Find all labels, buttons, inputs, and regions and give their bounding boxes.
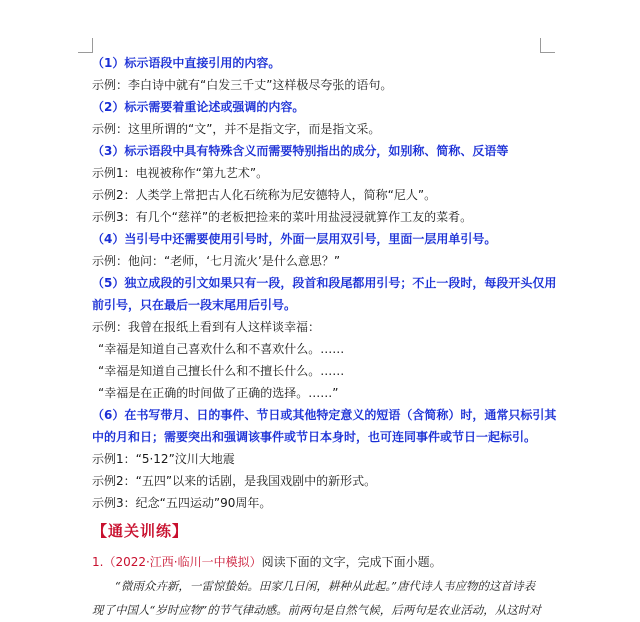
margin-mark-top-right	[540, 38, 555, 53]
example-3-3: 示例3：有几个“慈祥”的老板把捡来的菜叶用盐浸浸就算作工友的菜肴。	[92, 210, 473, 224]
rule-5-line-1: （5）独立成段的引文如果只有一段，段首和段尾都用引号；不止一段时，每段开头仅用	[92, 276, 557, 290]
example-1: 示例：李白诗中就有“白发三千丈”这样极尽夸张的语句。	[92, 78, 393, 92]
example-5: 示例：我曾在报纸上看到有人这样谈幸福：	[92, 320, 321, 334]
rule-4: （4）当引号中还需要使用引号时，外面一层用双引号，里面一层用单引号。	[92, 232, 497, 246]
document-body	[92, 52, 557, 622]
passage-line-1: “微雨众卉新，一雷惊蛰始。田家几日闲，耕种从此起。”唐代诗人韦应物的这首诗表	[115, 579, 536, 593]
example-2: 示例：这里所谓的“文”，并不是指文字，而是指文采。	[92, 122, 381, 136]
rule-6-line-2: 中的月和日；需要突出和强调该事件或节日本身时，也可连同事件或节日一起标引。	[92, 430, 537, 444]
question-instruction: 阅读下面的文字，完成下面小题。	[261, 555, 442, 569]
example-4: 示例：他问：“老师，‘七月流火’是什么意思？”	[92, 254, 341, 268]
rule-2: （2）标示需要着重论述或强调的内容。	[92, 100, 305, 114]
example-5-quote-3: “幸福是在正确的时间做了正确的选择。……”	[98, 386, 339, 400]
section-title: 【通关训练】	[92, 522, 189, 540]
passage-line-2: 现了中国人“岁时应物”的节气律动感。前两句是自然气候，后两句是农业活动，从这时对	[92, 603, 541, 617]
example-6-1: 示例1：“5·12”汶川大地震	[92, 452, 235, 466]
rule-3: （3）标示语段中具有特殊含义而需要特别指出的成分，如别称、简称、反语等	[92, 144, 509, 158]
example-5-quote-1: “幸福是知道自己喜欢什么和不喜欢什么。……	[98, 342, 345, 356]
question-source: （2022·江西·临川一中模拟）	[103, 555, 262, 569]
question-number: 1.	[92, 555, 104, 569]
example-5-quote-2: “幸福是知道自己擅长什么和不擅长什么。……	[98, 364, 345, 378]
rule-6-line-1: （6）在书写带月、日的事件、节日或其他特定意义的短语（含简称）时，通常只标引其	[92, 408, 557, 422]
example-3-2: 示例2：人类学上常把古人化石统称为尼安德特人，简称“尼人”。	[92, 188, 437, 202]
question-header	[92, 550, 552, 574]
example-3-1: 示例1：电视被称作“第九艺术”。	[92, 166, 269, 180]
example-6-2: 示例2：“五四”以来的话剧，是我国戏剧中的新形式。	[92, 474, 377, 488]
margin-mark-top-left	[78, 38, 93, 53]
rule-1: （1）标示语段中直接引用的内容。	[92, 56, 281, 70]
rule-5-line-2: 前引号，只在最后一段末尾用后引号。	[92, 298, 297, 312]
example-6-3: 示例3：纪念“五四运动”90周年。	[92, 496, 272, 510]
